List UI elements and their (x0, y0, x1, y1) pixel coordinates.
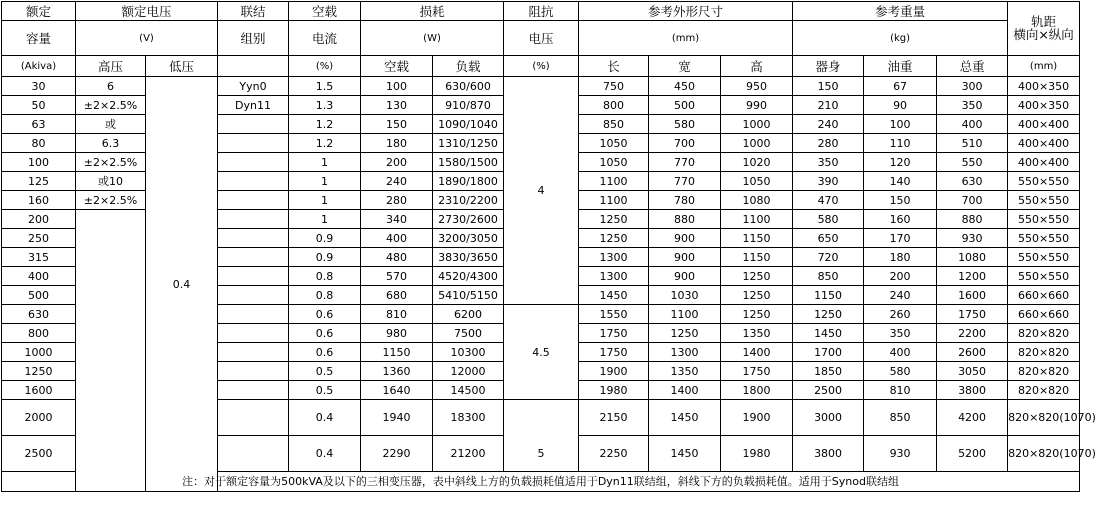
cell-width: 450 (649, 77, 721, 96)
cell-gauge: 400×350 (1008, 77, 1080, 96)
cell-height: 1050 (721, 172, 793, 191)
cell-length: 1100 (579, 191, 649, 210)
cell-capacity: 315 (2, 248, 76, 267)
cell-weight-oil: 170 (864, 229, 937, 248)
header-noload-current-unit: (%) (289, 56, 361, 77)
cell-loss-load: 1090/1040 (433, 115, 504, 134)
cell-weight-total: 350 (937, 96, 1008, 115)
cell-loss-load: 1310/1250 (433, 134, 504, 153)
cell-gauge: 820×820(1070) (1008, 400, 1080, 436)
cell-weight-total: 3050 (937, 362, 1008, 381)
cell-loss-noload: 240 (361, 172, 433, 191)
cell-impedance-blank (504, 400, 579, 436)
cell-weight-total: 630 (937, 172, 1008, 191)
cell-height: 1350 (721, 324, 793, 343)
cell-length: 750 (579, 77, 649, 96)
cell-weight-total: 2200 (937, 324, 1008, 343)
cell-loss-noload: 680 (361, 286, 433, 305)
header-weight-total: 总重 (937, 56, 1008, 77)
cell-gauge: 550×550 (1008, 172, 1080, 191)
cell-weight-total: 510 (937, 134, 1008, 153)
cell-capacity: 63 (2, 115, 76, 134)
cell-width: 700 (649, 134, 721, 153)
cell-loss-noload: 810 (361, 305, 433, 324)
cell-width: 900 (649, 267, 721, 286)
cell-gauge: 400×350 (1008, 96, 1080, 115)
header-weight-body: 器身 (793, 56, 864, 77)
cell-length: 1980 (579, 381, 649, 400)
cell-weight-total: 300 (937, 77, 1008, 96)
cell-weight-total: 550 (937, 153, 1008, 172)
cell-height: 990 (721, 96, 793, 115)
header-weight-oil: 油重 (864, 56, 937, 77)
cell-weight-total: 3800 (937, 381, 1008, 400)
header-weight: 参考重量 (793, 2, 1008, 21)
cell-noload-current: 1.5 (289, 77, 361, 96)
cell-height: 1750 (721, 362, 793, 381)
header-hv: 高压 (76, 56, 146, 77)
cell-gauge: 820×820 (1008, 343, 1080, 362)
cell-weight-body: 1150 (793, 286, 864, 305)
cell-weight-total: 1080 (937, 248, 1008, 267)
cell-noload-current: 1 (289, 153, 361, 172)
cell-noload-current: 0.6 (289, 343, 361, 362)
cell-loss-noload: 980 (361, 324, 433, 343)
cell-hv: ±2×2.5% (76, 96, 146, 115)
cell-gauge: 820×820 (1008, 324, 1080, 343)
header-impedance: 阻抗 (504, 2, 579, 21)
cell-gauge: 660×660 (1008, 286, 1080, 305)
cell-width: 770 (649, 172, 721, 191)
cell-weight-oil: 850 (864, 400, 937, 436)
cell-height: 1150 (721, 248, 793, 267)
cell-width: 1250 (649, 324, 721, 343)
cell-height: 1150 (721, 229, 793, 248)
cell-length: 1250 (579, 229, 649, 248)
header-dimensions-unit: (mm) (579, 21, 793, 56)
cell-connection (218, 436, 289, 472)
cell-gauge: 660×660 (1008, 305, 1080, 324)
cell-noload-current: 1.2 (289, 115, 361, 134)
cell-hv: ±2×2.5% (76, 153, 146, 172)
cell-height: 1250 (721, 305, 793, 324)
cell-loss-load: 910/870 (433, 96, 504, 115)
cell-height: 1250 (721, 286, 793, 305)
cell-width: 900 (649, 248, 721, 267)
cell-capacity: 2500 (2, 436, 76, 472)
cell-connection (218, 305, 289, 324)
cell-width: 1100 (649, 305, 721, 324)
cell-width: 1450 (649, 400, 721, 436)
cell-height: 1400 (721, 343, 793, 362)
cell-weight-body: 1850 (793, 362, 864, 381)
cell-weight-body: 240 (793, 115, 864, 134)
cell-length: 1100 (579, 172, 649, 191)
cell-weight-oil: 110 (864, 134, 937, 153)
cell-capacity: 630 (2, 305, 76, 324)
cell-loss-load: 4520/4300 (433, 267, 504, 286)
cell-weight-oil: 400 (864, 343, 937, 362)
cell-weight-body: 720 (793, 248, 864, 267)
header-gauge-direction: 横向×纵向 (1013, 27, 1074, 42)
cell-loss-noload: 180 (361, 134, 433, 153)
header-gauge-unit: (mm) (1008, 56, 1080, 77)
cell-connection (218, 267, 289, 286)
cell-width: 780 (649, 191, 721, 210)
cell-noload-current: 1.3 (289, 96, 361, 115)
cell-connection (218, 343, 289, 362)
cell-connection (218, 400, 289, 436)
cell-weight-oil: 350 (864, 324, 937, 343)
header-dim-width: 宽 (649, 56, 721, 77)
header-voltage-unit: (V) (76, 21, 218, 56)
cell-loss-load: 1890/1800 (433, 172, 504, 191)
cell-length: 1300 (579, 267, 649, 286)
cell-width: 1300 (649, 343, 721, 362)
cell-hv: ±2×2.5% (76, 191, 146, 210)
cell-weight-body: 3800 (793, 436, 864, 472)
cell-loss-load: 10300 (433, 343, 504, 362)
cell-connection (218, 381, 289, 400)
header-loss-unit: (W) (361, 21, 504, 56)
cell-noload-current: 0.6 (289, 324, 361, 343)
cell-noload-current: 0.8 (289, 286, 361, 305)
cell-hv: 6 (76, 77, 146, 96)
cell-width: 580 (649, 115, 721, 134)
cell-length: 800 (579, 96, 649, 115)
cell-width: 1030 (649, 286, 721, 305)
cell-connection (218, 362, 289, 381)
header-connection: 联结 (218, 2, 289, 21)
cell-weight-body: 390 (793, 172, 864, 191)
cell-noload-current: 0.4 (289, 436, 361, 472)
cell-loss-load: 14500 (433, 381, 504, 400)
cell-length: 1750 (579, 324, 649, 343)
cell-weight-oil: 200 (864, 267, 937, 286)
cell-connection (218, 324, 289, 343)
cell-loss-load: 3200/3050 (433, 229, 504, 248)
cell-gauge: 400×400 (1008, 115, 1080, 134)
cell-length: 2250 (579, 436, 649, 472)
cell-height: 1020 (721, 153, 793, 172)
cell-gauge: 550×550 (1008, 229, 1080, 248)
transformer-spec-table (1, 1, 1096, 492)
cell-width: 500 (649, 96, 721, 115)
cell-loss-noload: 150 (361, 115, 433, 134)
cell-weight-body: 1700 (793, 343, 864, 362)
header-rated-capacity-2: 容量 (2, 21, 76, 56)
cell-capacity: 1000 (2, 343, 76, 362)
cell-weight-body: 650 (793, 229, 864, 248)
cell-loss-noload: 340 (361, 210, 433, 229)
cell-capacity: 250 (2, 229, 76, 248)
cell-height: 950 (721, 77, 793, 96)
header-gauge-label: 轨距 (1031, 14, 1057, 29)
cell-loss-noload: 1940 (361, 400, 433, 436)
cell-capacity: 50 (2, 96, 76, 115)
cell-gauge: 820×820 (1008, 362, 1080, 381)
cell-gauge: 820×820(1070) (1008, 436, 1080, 472)
cell-gauge: 550×550 (1008, 191, 1080, 210)
cell-weight-total: 400 (937, 115, 1008, 134)
cell-width: 900 (649, 229, 721, 248)
cell-weight-oil: 240 (864, 286, 937, 305)
cell-loss-noload: 130 (361, 96, 433, 115)
cell-weight-body: 850 (793, 267, 864, 286)
cell-noload-current: 1.2 (289, 134, 361, 153)
cell-loss-noload: 480 (361, 248, 433, 267)
cell-weight-total: 1600 (937, 286, 1008, 305)
cell-loss-load: 3830/3650 (433, 248, 504, 267)
cell-noload-current: 0.5 (289, 362, 361, 381)
header-impedance-unit: (%) (504, 56, 579, 77)
cell-weight-oil: 160 (864, 210, 937, 229)
cell-noload-current: 1 (289, 210, 361, 229)
cell-width: 1400 (649, 381, 721, 400)
cell-gauge: 820×820 (1008, 381, 1080, 400)
cell-weight-total: 5200 (937, 436, 1008, 472)
cell-loss-noload: 200 (361, 153, 433, 172)
cell-length: 850 (579, 115, 649, 134)
cell-connection (218, 172, 289, 191)
cell-width: 770 (649, 153, 721, 172)
cell-weight-total: 1750 (937, 305, 1008, 324)
header-loss-noload: 空载 (361, 56, 433, 77)
cell-impedance: 4.5 (504, 305, 579, 400)
header-noload-current: 空载 (289, 2, 361, 21)
cell-impedance: 4 (504, 77, 579, 305)
header-loss-load: 负载 (433, 56, 504, 77)
cell-connection (218, 191, 289, 210)
cell-loss-noload: 1640 (361, 381, 433, 400)
header-noload-current-2: 电流 (289, 21, 361, 56)
cell-height: 1080 (721, 191, 793, 210)
cell-weight-body: 350 (793, 153, 864, 172)
cell-loss-load: 5410/5150 (433, 286, 504, 305)
cell-weight-oil: 930 (864, 436, 937, 472)
cell-loss-load: 18300 (433, 400, 504, 436)
cell-noload-current: 0.4 (289, 400, 361, 436)
cell-loss-load: 1580/1500 (433, 153, 504, 172)
header-dim-height: 高 (721, 56, 793, 77)
cell-loss-load: 12000 (433, 362, 504, 381)
cell-gauge: 550×550 (1008, 248, 1080, 267)
cell-connection (218, 153, 289, 172)
cell-connection: Yyn0 (218, 77, 289, 96)
cell-weight-oil: 810 (864, 381, 937, 400)
cell-hv: 或 (76, 115, 146, 134)
cell-connection (218, 115, 289, 134)
header-dimensions: 参考外形尺寸 (579, 2, 793, 21)
cell-loss-noload: 400 (361, 229, 433, 248)
cell-length: 1300 (579, 248, 649, 267)
cell-height: 1900 (721, 400, 793, 436)
cell-capacity: 2000 (2, 400, 76, 436)
cell-length: 1450 (579, 286, 649, 305)
cell-weight-oil: 100 (864, 115, 937, 134)
header-impedance-2: 电压 (504, 21, 579, 56)
cell-gauge: 400×400 (1008, 134, 1080, 153)
cell-loss-load: 2730/2600 (433, 210, 504, 229)
cell-height: 1250 (721, 267, 793, 286)
cell-height: 1000 (721, 115, 793, 134)
cell-weight-body: 470 (793, 191, 864, 210)
cell-gauge: 550×550 (1008, 210, 1080, 229)
cell-weight-oil: 120 (864, 153, 937, 172)
header-weight-unit: (kg) (793, 21, 1008, 56)
cell-loss-load: 630/600 (433, 77, 504, 96)
header-capacity-unit: (Akiva) (2, 56, 76, 77)
cell-loss-noload: 1360 (361, 362, 433, 381)
cell-hv: 或10 (76, 172, 146, 191)
cell-length: 1550 (579, 305, 649, 324)
cell-weight-body: 280 (793, 134, 864, 153)
cell-gauge: 550×550 (1008, 267, 1080, 286)
cell-loss-noload: 100 (361, 77, 433, 96)
cell-length: 1900 (579, 362, 649, 381)
cell-weight-body: 3000 (793, 400, 864, 436)
table-row (2, 77, 1080, 96)
cell-capacity: 1250 (2, 362, 76, 381)
cell-weight-total: 4200 (937, 400, 1008, 436)
header-loss: 损耗 (361, 2, 504, 21)
header-connection-blank (218, 56, 289, 77)
cell-noload-current: 0.5 (289, 381, 361, 400)
cell-loss-noload: 280 (361, 191, 433, 210)
cell-height: 1980 (721, 436, 793, 472)
cell-weight-total: 1200 (937, 267, 1008, 286)
cell-weight-oil: 140 (864, 172, 937, 191)
cell-loss-noload: 1150 (361, 343, 433, 362)
cell-weight-oil: 150 (864, 191, 937, 210)
cell-weight-oil: 580 (864, 362, 937, 381)
cell-loss-load: 21200 (433, 436, 504, 472)
cell-capacity: 400 (2, 267, 76, 286)
cell-hv-blank (76, 210, 146, 492)
cell-capacity: 30 (2, 77, 76, 96)
cell-loss-load: 2310/2200 (433, 191, 504, 210)
cell-capacity: 800 (2, 324, 76, 343)
cell-weight-total: 700 (937, 191, 1008, 210)
header-dim-length: 长 (579, 56, 649, 77)
cell-weight-body: 1250 (793, 305, 864, 324)
cell-capacity: 500 (2, 286, 76, 305)
cell-weight-oil: 260 (864, 305, 937, 324)
cell-impedance: 5 (504, 436, 579, 472)
cell-noload-current: 1 (289, 172, 361, 191)
cell-gauge: 400×400 (1008, 153, 1080, 172)
cell-weight-oil: 67 (864, 77, 937, 96)
cell-lv: 0.4 (146, 77, 218, 492)
cell-width: 1350 (649, 362, 721, 381)
cell-width: 880 (649, 210, 721, 229)
cell-connection (218, 134, 289, 153)
cell-weight-body: 1450 (793, 324, 864, 343)
cell-height: 1000 (721, 134, 793, 153)
cell-connection (218, 210, 289, 229)
header-rated-voltage: 额定电压 (76, 2, 218, 21)
cell-connection: Dyn11 (218, 96, 289, 115)
cell-hv: 6.3 (76, 134, 146, 153)
cell-weight-body: 210 (793, 96, 864, 115)
cell-weight-oil: 90 (864, 96, 937, 115)
cell-noload-current: 0.9 (289, 229, 361, 248)
cell-weight-body: 580 (793, 210, 864, 229)
header-lv: 低压 (146, 56, 218, 77)
footnote: 注：对于额定容量为500kVA及以下的三相变压器，表中斜线上方的负载损耗值适用于Dyn11联结组，斜线下方的负载损耗值。适用于Synod联结组 (2, 472, 1080, 492)
cell-connection (218, 229, 289, 248)
cell-loss-load: 7500 (433, 324, 504, 343)
header-gauge (1008, 2, 1080, 56)
cell-noload-current: 0.8 (289, 267, 361, 286)
cell-weight-total: 930 (937, 229, 1008, 248)
cell-capacity: 1600 (2, 381, 76, 400)
cell-length: 1050 (579, 134, 649, 153)
cell-connection (218, 248, 289, 267)
cell-height: 1100 (721, 210, 793, 229)
cell-weight-total: 2600 (937, 343, 1008, 362)
header-rated-capacity: 额定 (2, 2, 76, 21)
cell-loss-noload: 2290 (361, 436, 433, 472)
cell-noload-current: 0.9 (289, 248, 361, 267)
cell-capacity: 100 (2, 153, 76, 172)
cell-height: 1800 (721, 381, 793, 400)
cell-capacity: 80 (2, 134, 76, 153)
cell-length: 1250 (579, 210, 649, 229)
cell-noload-current: 0.6 (289, 305, 361, 324)
cell-weight-oil: 180 (864, 248, 937, 267)
cell-length: 2150 (579, 400, 649, 436)
cell-loss-noload: 570 (361, 267, 433, 286)
cell-loss-load: 6200 (433, 305, 504, 324)
cell-weight-body: 150 (793, 77, 864, 96)
cell-length: 1750 (579, 343, 649, 362)
header-connection-2: 组别 (218, 21, 289, 56)
cell-connection (218, 286, 289, 305)
cell-width: 1450 (649, 436, 721, 472)
cell-capacity: 125 (2, 172, 76, 191)
cell-length: 1050 (579, 153, 649, 172)
cell-noload-current: 1 (289, 191, 361, 210)
cell-weight-body: 2500 (793, 381, 864, 400)
cell-capacity: 160 (2, 191, 76, 210)
cell-capacity: 200 (2, 210, 76, 229)
cell-weight-total: 880 (937, 210, 1008, 229)
